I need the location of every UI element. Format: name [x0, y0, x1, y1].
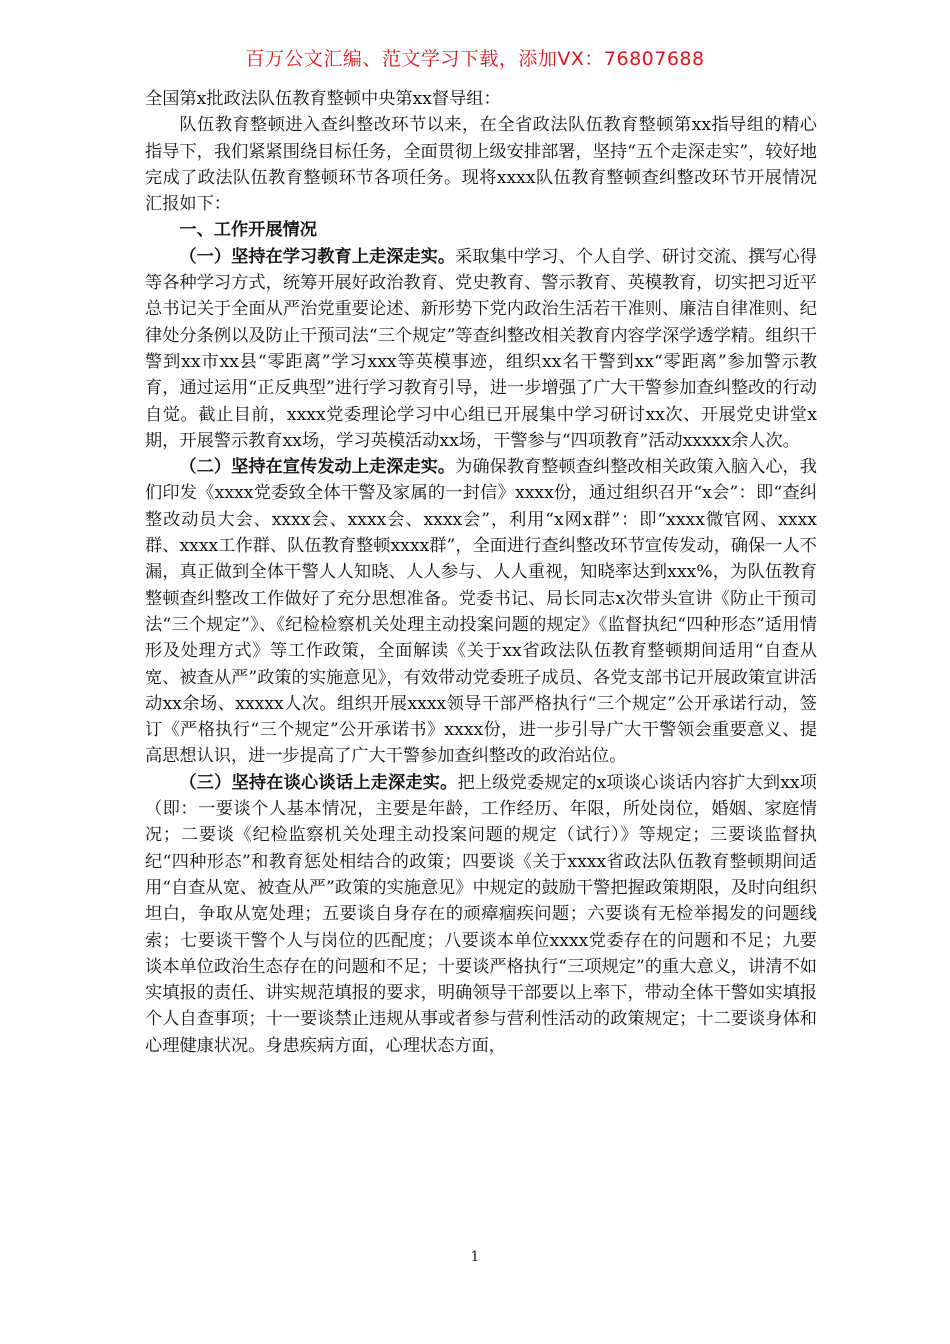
item-text: 为确保教育整顿查纠整改相关政策入脑入心，我们印发《xxxx党委致全体干警及家属的一封信》xxxx份，通过组织召开“x会”：即“查纠整改动员大会、xxxx会、xxxx会、xxxx会”，利用“x网x群”：即“xxxx微官网、xxxx群、xxxx工作群、队伍教育整顿xxxx群”，全面进行查纠整改环节宣传发动，确保一人不漏，真正做到全体干警人人知晓、人人参与、人人重视，知晓率达到xxx%，为队伍教育整顿查纠整改工作做好了充分思想准备。党委书记、局长同志x次带头宣讲《防止干预司法“三个规定”》、《纪检检察机关处理主动投案问题的规定》《监督执纪“四种形态”适用情形及处理方式》等工作政策，全面解读《关于xx省政法队伍教育整顿期间适用“自查从宽、被查从严”政策的实施意见》，有效带动党委班子成员、各党支部书记开展政策宣讲活动xx余场、xxxxx人次。组织开展xxxx领导干部严格执行“三个规定”公开承诺行动，签订《严格执行“三个规定”公开承诺书》xxxx份，进一步引导广大干警领会重要意义、提高思想认识，进一步提高了广大干警参加查纠整改的政治站位。 — [145, 457, 817, 767]
salutation: 全国第x批政法队伍教育整顿中央第xx督导组： — [145, 89, 501, 109]
item-paragraph — [145, 770, 817, 1059]
item-paragraph — [145, 244, 817, 454]
promo-banner: 百万公文汇编、范文学习下载，添加VX：76807688 — [245, 48, 705, 70]
item-lead: （二）坚持在宣传发动上走深走实。 — [179, 457, 456, 478]
page-number: 1 — [470, 1249, 480, 1265]
item-lead: （三）坚持在谈心谈话上走深走实。 — [179, 772, 458, 793]
item-text: 把上级党委规定的x项谈心谈话内容扩大到xx项（即：一要谈个人基本情况，主要是年龄，工作经历、年限，所处岗位，婚姻、家庭情况；二要谈《纪检监察机关处理主动投案问题的规定（试行）》等规定；三要谈监督执纪“四种形态”和教育惩处相结合的政策；四要谈《关于xxxx省政法队伍教育整顿期间适用“自查从宽、被查从严”政策的实施意见》中规定的鼓励干警把握政策期限，及时向组织坦白，争取从宽处理；五要谈自身存在的顽瘴痼疾问题；六要谈有无检举揭发的问题线索；七要谈干警个人与岗位的匹配度；八要谈本单位xxxx党委存在的问题和不足；九要谈本单位政治生态存在的问题和不足；十要谈严格执行“三项规定”的重大意义，讲清不如实填报的责任、讲实规范填报的要求，明确领导干部要以上率下，带动全体干警如实填报个人自查事项；十一要谈禁止违规从事或者参与营利性活动的政策规定；十二要谈身体和心理健康状况。身患疾病方面，心理状态方面， — [145, 772, 817, 1056]
report-body — [145, 86, 817, 1059]
intro-paragraph: 队伍教育整顿进入查纠整改环节以来，在全省政法队伍教育整顿第xx指导组的精心指导下，我们紧紧围绕目标任务，全面贯彻上级安排部署，坚持“五个走深走实”，较好地完成了政法队伍教育整顿环节各项任务。现将xxxx队伍教育整顿查纠整改环节开展情况汇报如下： — [145, 115, 817, 215]
section-heading: 一、工作开展情况 — [179, 220, 317, 241]
item-text: 采取集中学习、个人自学、研讨交流、撰写心得等各种学习方式，统筹开展好政治教育、党史教育、警示教育、英模教育，切实把习近平总书记关于全面从严治党重要论述、新形势下党内政治生活若干准则、廉洁自律准则、纪律处分条例以及防止干预司法“三个规定”等查纠整改相关教育内容学深学透学精。组织干警到xx市xx县“零距离”学习xxx等英模事迹，组织xx名干警到xx“零距离”参加警示教育，通过运用“正反典型”进行学习教育引导，进一步增强了广大干警参加查纠整改的行动自觉。截止目前，xxxx党委理论学习中心组已开展集中学习研讨xx次、开展党史讲堂x期，开展警示教育xx场，学习英模活动xx场，干警参与“四项教育”活动xxxxx余人次。 — [145, 246, 817, 451]
item-paragraph — [145, 454, 817, 770]
item-lead: （一）坚持在学习教育上走深走实。 — [179, 246, 456, 267]
